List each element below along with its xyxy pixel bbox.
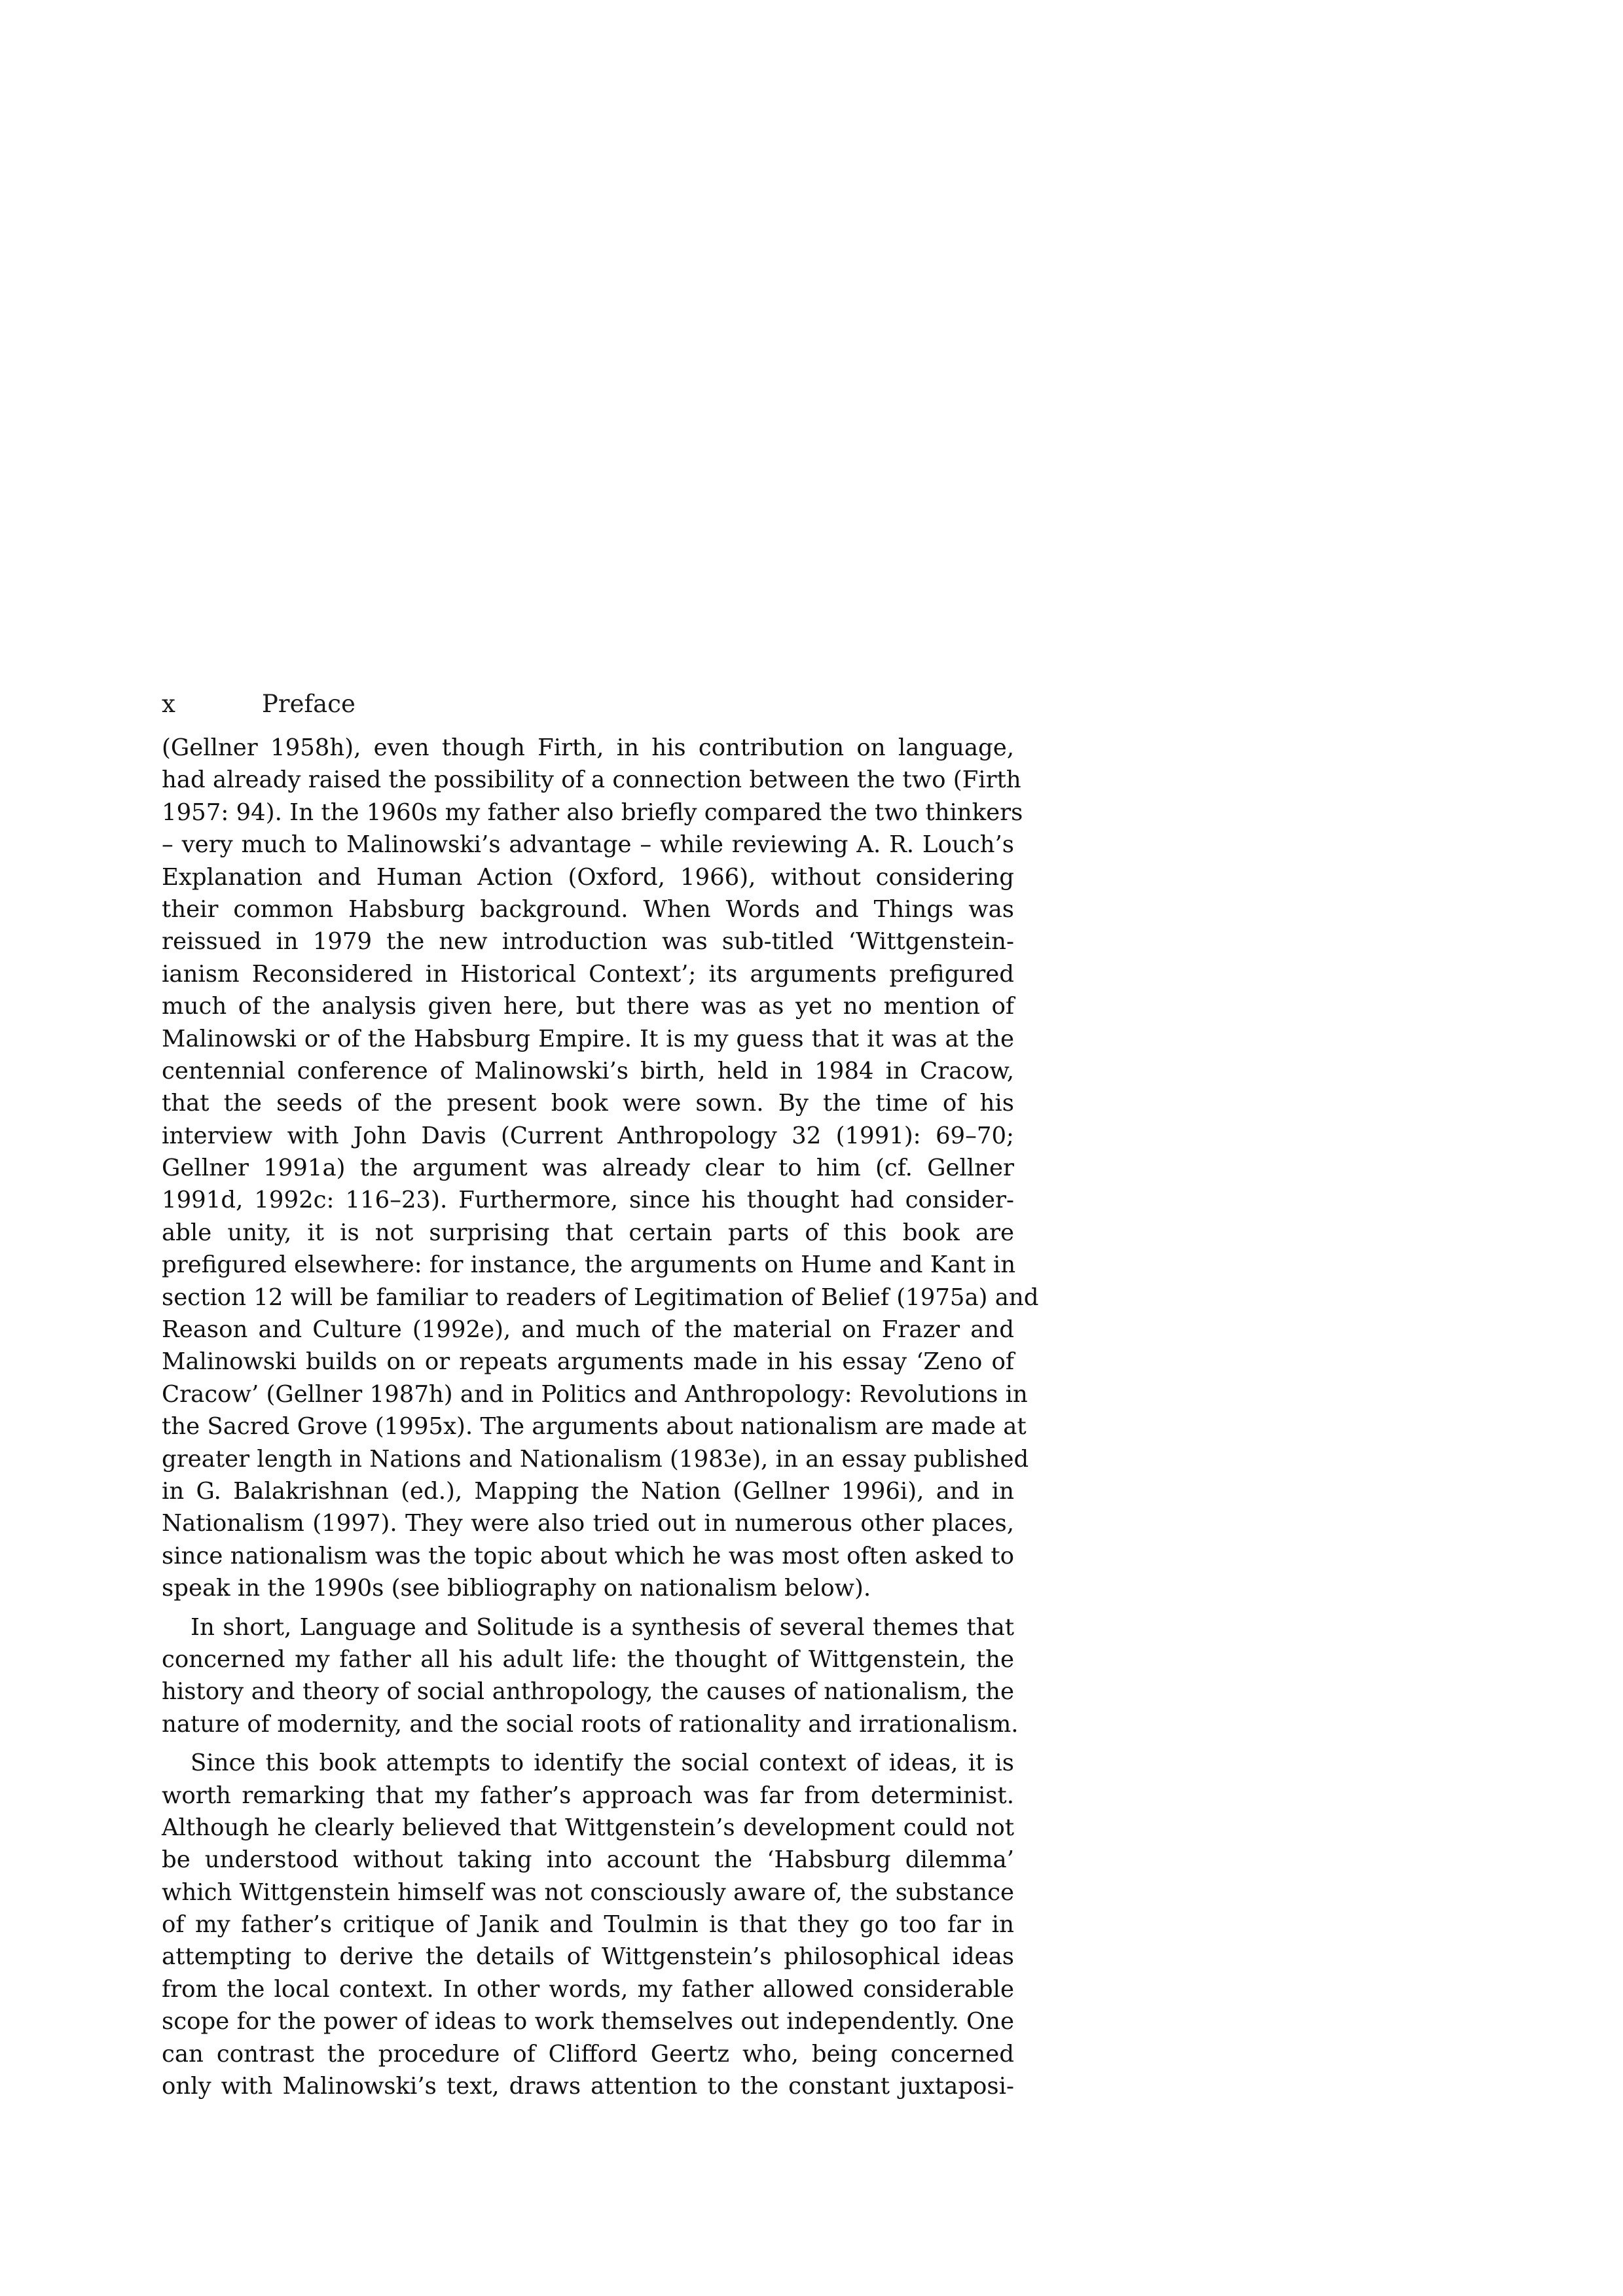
body-text — [162, 732, 1039, 2102]
text-line: which Wittgenstein himself was not consciously aware of, the substance — [162, 1878, 1014, 1906]
text-line: speak in the 1990s (see bibliography on nationalism below). — [162, 1575, 871, 1602]
text-line: Reason and Culture (1992e), and much of the material on Frazer and — [162, 1316, 1014, 1344]
text-line: be understood without taking into account the ‘Habsburg dilemma’ — [162, 1846, 1014, 1874]
text-line: Malinowski or of the Habsburg Empire. It is my guess that it was at the — [162, 1025, 1014, 1052]
text-line: history and theory of social anthropology, the causes of nationalism, the — [162, 1678, 1014, 1706]
text-line: ianism Reconsidered in Historical Context’; its arguments prefigured — [162, 960, 1014, 988]
text-line: Explanation and Human Action (Oxford, 1966), without considering — [162, 863, 1014, 891]
text-line: Cracow’ (Gellner 1987h) and in Politics and Anthropology: Revolutions in — [162, 1380, 1028, 1408]
text-line: from the local context. In other words, my father allowed considerable — [162, 1975, 1014, 2003]
text-line: the Sacred Grove (1995x). The arguments about nationalism are made at — [162, 1413, 1027, 1441]
page-number: x — [162, 690, 175, 718]
text-line: Gellner 1991a) the argument was already clear to him (cf. Gellner — [162, 1155, 1014, 1182]
text-line: – very much to Malinowski’s advantage – while reviewing A. R. Louch’s — [162, 831, 1014, 859]
text-line: 1991d, 1992c: 116–23). Furthermore, since his thought had consider- — [162, 1187, 1014, 1214]
text-line: nature of modernity, and the social roots of rationality and irrationalism. — [162, 1710, 1019, 1738]
text-line: of my father’s critique of Janik and Toulmin is that they go too far in — [162, 1911, 1014, 1939]
text-line: can contrast the procedure of Clifford Geertz who, being concerned — [162, 2040, 1014, 2068]
text-line: Although he clearly believed that Wittgenstein’s development could not — [162, 1814, 1014, 1841]
paragraph-3 — [162, 1747, 1014, 2102]
text-line: greater length in Nations and Nationalism (1983e), in an essay published — [162, 1445, 1029, 1473]
text-line: Since this book attempts to identify the social context of ideas, it is — [191, 1749, 1014, 1777]
running-head — [162, 686, 1013, 723]
text-line: their common Habsburg background. When Words and Things was — [162, 895, 1014, 923]
text-line: in G. Balakrishnan (ed.), Mapping the Nation (Gellner 1996i), and in — [162, 1477, 1014, 1505]
text-line: worth remarking that my father’s approach was far from determinist. — [162, 1782, 1014, 1809]
text-line: attempting to derive the details of Wittgenstein’s philosophical ideas — [162, 1943, 1014, 1971]
text-line: (Gellner 1958h), even though Firth, in his contribution on language, — [162, 734, 1014, 761]
text-line: able unity, it is not surprising that certain parts of this book are — [162, 1219, 1014, 1246]
text-line: section 12 will be familiar to readers of Legitimation of Belief (1975a) and — [162, 1283, 1039, 1311]
running-head-title: Preface — [262, 690, 356, 718]
text-line: Malinowski builds on or repeats arguments made in his essay ‘Zeno of — [162, 1348, 1014, 1376]
text-line: prefigured elsewhere: for instance, the arguments on Hume and Kant in — [162, 1251, 1016, 1279]
text-line: much of the analysis given here, but there was as yet no mention of — [162, 993, 1014, 1020]
paragraph-2 — [162, 1611, 1019, 1741]
text-line: scope for the power of ideas to work themselves out independently. One — [162, 2008, 1014, 2036]
text-line: reissued in 1979 the new introduction was sub-titled ‘Wittgenstein- — [162, 928, 1014, 956]
text-line: had already raised the possibility of a connection between the two (Firth — [162, 766, 1021, 794]
text-line: interview with John Davis (Current Anthropology 32 (1991): 69–70; — [162, 1122, 1014, 1149]
paragraph-1 — [162, 732, 1039, 1605]
text-line: concerned my father all his adult life: the thought of Wittgenstein, the — [162, 1645, 1014, 1673]
text-line: that the seeds of the present book were sown. By the time of his — [162, 1090, 1014, 1117]
text-line: Nationalism (1997). They were also tried out in numerous other places, — [162, 1510, 1014, 1537]
text-line: 1957: 94). In the 1960s my father also briefly compared the two thinkers — [162, 798, 1023, 826]
text-line: only with Malinowski’s text, draws attention to the constant juxtaposi- — [162, 2073, 1014, 2100]
text-line: since nationalism was the topic about which he was most often asked to — [162, 1542, 1014, 1570]
text-line: In short, Language and Solitude is a synthesis of several themes that — [191, 1613, 1014, 1641]
text-line: centennial conference of Malinowski’s birth, held in 1984 in Cracow, — [162, 1057, 1014, 1085]
